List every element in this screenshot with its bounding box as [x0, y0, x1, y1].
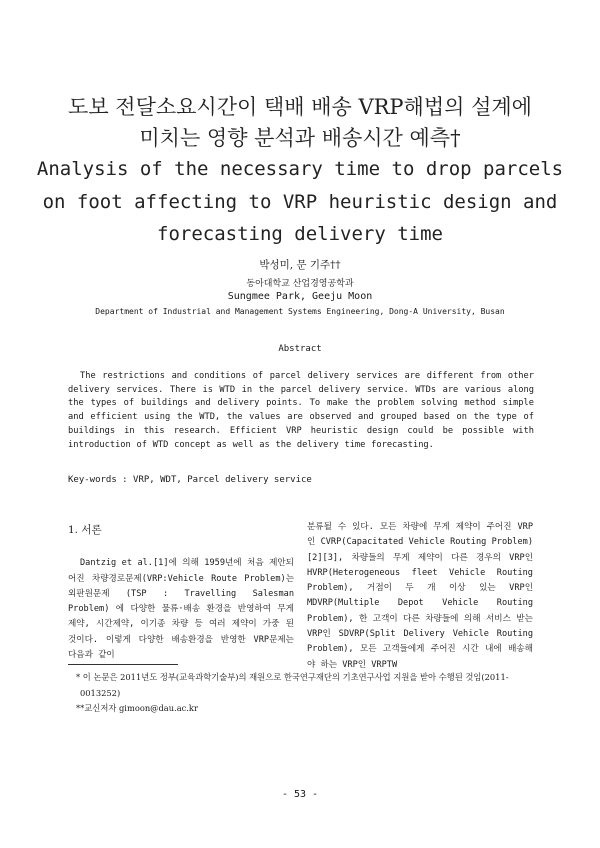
abstract-body: The restrictions and conditions of parcel delivery services are different from other delivery services. There is WTD in the parcel delivery service. WTDs are various along the types of buildings and delivery points. To make the problem solving method simple and efficient using the WTD, the values are observed and grouped based on the type of buildings in this research. Efficient VRP heuristic design could be possible with introduction of WTD concept as well as the delivery time forecasting. [68, 371, 534, 450]
footnote-corresponding-author: **교신저자 gimoon@dau.ac.kr [76, 703, 198, 713]
intro-paragraph-left: Dantzig et al.[1]에 의해 1959년에 처음 제안되어진 차량경로문제(VRP:Vehicle Route Problem)는 외판원문제 (TSP : Travelling Salesman Problem) 에 다양한 물류·배송 환경을 반영하여 무게제약, 시간제약, 이기종 차량 등 여러 제약이 가중 된 것이다. 이렇게 다양한 배송환경을 반영한 VRP문제는 다음과 같이 [68, 558, 294, 660]
intro-paragraph-right: 분류될 수 있다. 모든 차량에 무게 제약이 주어진 VRP인 CVRP(Capacitated Vehicle Routing Problem)[2][3], 차량들의 무게 제약이 다른 경우의 VRP인 HVRP(Heterogeneous fleet Vehicle Routing Problem), 거점이 두 개 이상 있는 VRP인 MDVRP(Multiple Depot Vehicle Routing Problem), 한 고객이 다른 차량들에 의해 서비스 받는 VRP인 SDVRP(Split Delivery Vehicle Routing Problem), 모든 고객들에게 주어진 시간 내에 배송해야 하는 VRP인 VRPTW [307, 522, 533, 670]
title-english [0, 153, 600, 251]
page-number: - 53 - [281, 789, 319, 800]
affiliation-korean: 동아대학교 산업경영공학과 [246, 279, 354, 289]
footnotes [68, 670, 534, 717]
title-korean-line-1: 도보 전달소요시간이 택배 배송 VRP해법의 설계에 [68, 95, 532, 119]
title-english-line-3: forecasting delivery time [157, 223, 443, 245]
column-right [307, 520, 533, 673]
affiliation-english: Department of Industrial and Management Systems Engineering, Dong-A University, Busan [95, 307, 505, 316]
title-korean-line-2: 미치는 영향 분석과 배송시간 예측† [139, 126, 461, 150]
footnote-funding: * 이 논문은 2011년도 정부(교육과학기술부)의 재원으로 한국연구재단의 기초연구사업 지원을 받아 수행된 것임(2011-0013252) [76, 672, 509, 698]
authors-korean: 박성미, 문 기주†† [259, 259, 341, 271]
keywords: Key-words : VRP, WDT, Parcel delivery service [68, 475, 312, 485]
authors-english: Sungmee Park, Geeju Moon [227, 291, 373, 302]
abstract-heading: Abstract [278, 344, 322, 354]
footnote-divider [68, 664, 178, 665]
section-title: 1. 서론 [68, 524, 102, 536]
title-english-line-2: on foot affecting to VRP heuristic design and [42, 190, 558, 213]
title-korean [0, 92, 600, 154]
title-english-line-1: Analysis of the necessary time to drop parcels [36, 158, 564, 180]
column-left [68, 523, 294, 663]
